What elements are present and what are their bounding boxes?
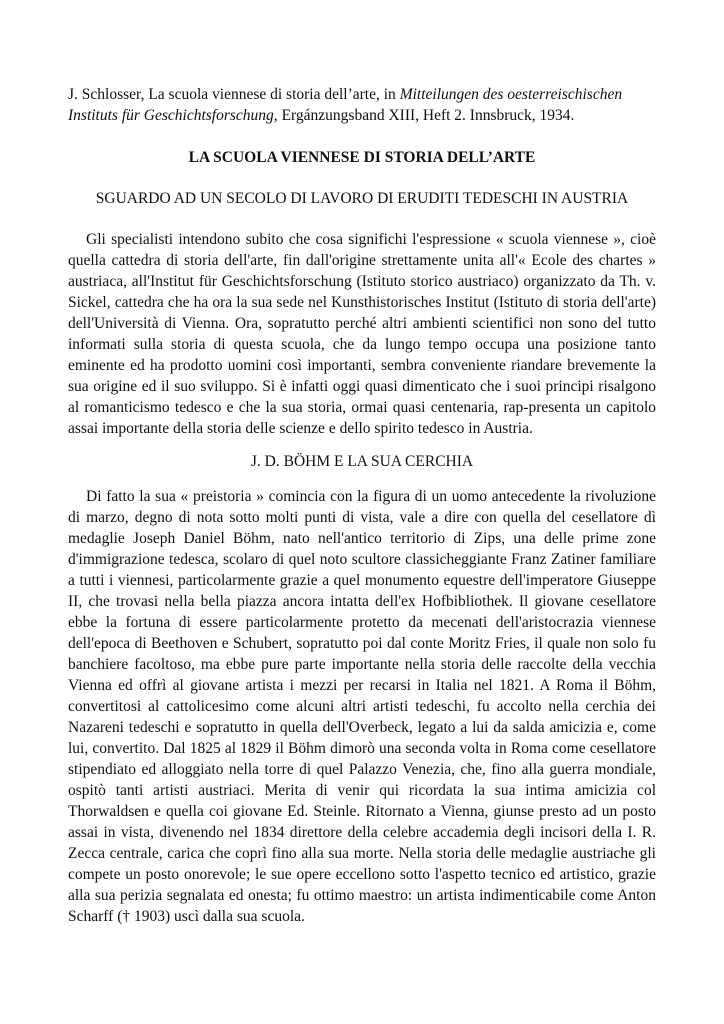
section-paragraph: Di fatto la sua « preistoria » comincia con la figura di un uomo antecedente la rivoluzione di marzo, degno di nota sotto molti punti di vista, vale a dire con quella del cesellatore dì medaglie Joseph Daniel Böhm, nato nell'antico territorio di Zips, una delle prime zone d'immigrazione tedesca, scolaro di quel noto scultore classicheggiante Franz Zatiner familiare a tutti i viennesi, particolarmente grazie a quel monumento equestre dell'imperatore Giuseppe II, che trovasi nella bella piazza ancora intatta dell'ex Hofbibliothek. Il giovane cesellatore ebbe la fortuna di essere particolarmente protetto da mecenati dell'aristocrazia viennese dell'epoca di Beethoven e Schubert, sopratutto poi dal conte Moritz Fries, il quale non solo fu banchiere facoltoso, ma ebbe pure parte importante nella storia delle raccolte della vecchia Vienna ed offrì al giovane artista i mezzi per recarsi in Italia nel 1821. A Roma il Böhm, convertitosi al cattolicesimo come alcuni altri artisti tedeschi, fu accolto nella cerchia dei Nazareni tedeschi e sopratutto in quella dell'Overbeck, legato a lui da salda amicizia e, come lui, convertito. Dal 1825 al 1829 il Böhm dimorò una seconda volta in Roma come cesellatore stipendiato ed alloggiato nella torre di quel Palazzo Venezia, che, fino alla guerra mondiale, ospitò tanti artisti austriaci. Merita di venir qui ricordata la sua intima amicizia col Thorwaldsen e quella coi giovane Ed. Steinle. Ritornato a Vienna, giunse presto ad un posto assai in vista, divenendo nel 1834 direttore della celebre accademia degli incisori della I. R. Zecca centrale, carica che coprì fino alla sua morte. Nella storia delle medaglie austriache gli compete un posto onorevole; le sue opere eccellono sotto l'aspetto tecnico ed artistico, grazie alla sua perizia segnalata ed onesta; fu ottimo maestro: un artista indimenticabile come Anton Scharff († 1903) uscì dalla sua scuola.: [68, 488, 656, 925]
intro-paragraph: Gli specialisti intendono subito che cosa significhi l'espressione « scuola viennese », cioè quella cattedra di storia dell'arte, fin dall'origine strettamente unita all'« Ecole des chartes » austriaca, all'Institut für Geschichtsforschung (Istituto storico austriaco) organizzato da Th. v. Sickel, cattedra che ha ora la sua sede nel Kunsthistorisches Institut (Istituto di storia dell'arte) dell'Università di Vienna. Ora, sopratutto perché altri ambienti scientifici non sono del tutto informati sulla storia di questa scuola, che da lungo tempo occupa una posizione tanto eminente ed ha prodotto uomini così importanti, sembra conveniente riandare brevemente la sua origine ed il suo sviluppo. Si è infatti oggi quasi dimenticato che i suoi principi risalgono al romanticismo tedesco e che la sua storia, ormai quasi centenaria, rap-presenta un capitolo assai importante della storia delle scienze e dello spirito tedesco in Austria.: [68, 231, 656, 437]
document-subtitle: SGUARDO AD UN SECOLO DI LAVORO DI ERUDITI TEDESCHI IN AUSTRIA: [95, 190, 629, 207]
citation: [68, 84, 656, 126]
citation-journal: Mitteilungen des oesterreischischen Instituts für Geschichtsforschung,: [68, 86, 623, 124]
section-heading: J. D. BÖHM E LA SUA CERCHIA: [250, 453, 474, 470]
citation-rest: Ergánzungsband XIII, Heft 2. Innsbruck, 1934.: [277, 107, 575, 124]
document-title: LA SCUOLA VIENNESE DI STORIA DELL’ARTE: [188, 149, 536, 166]
document-page: [68, 84, 656, 939]
citation-author-title: J. Schlosser, La scuola viennese di storia dell’arte, in: [68, 86, 400, 103]
